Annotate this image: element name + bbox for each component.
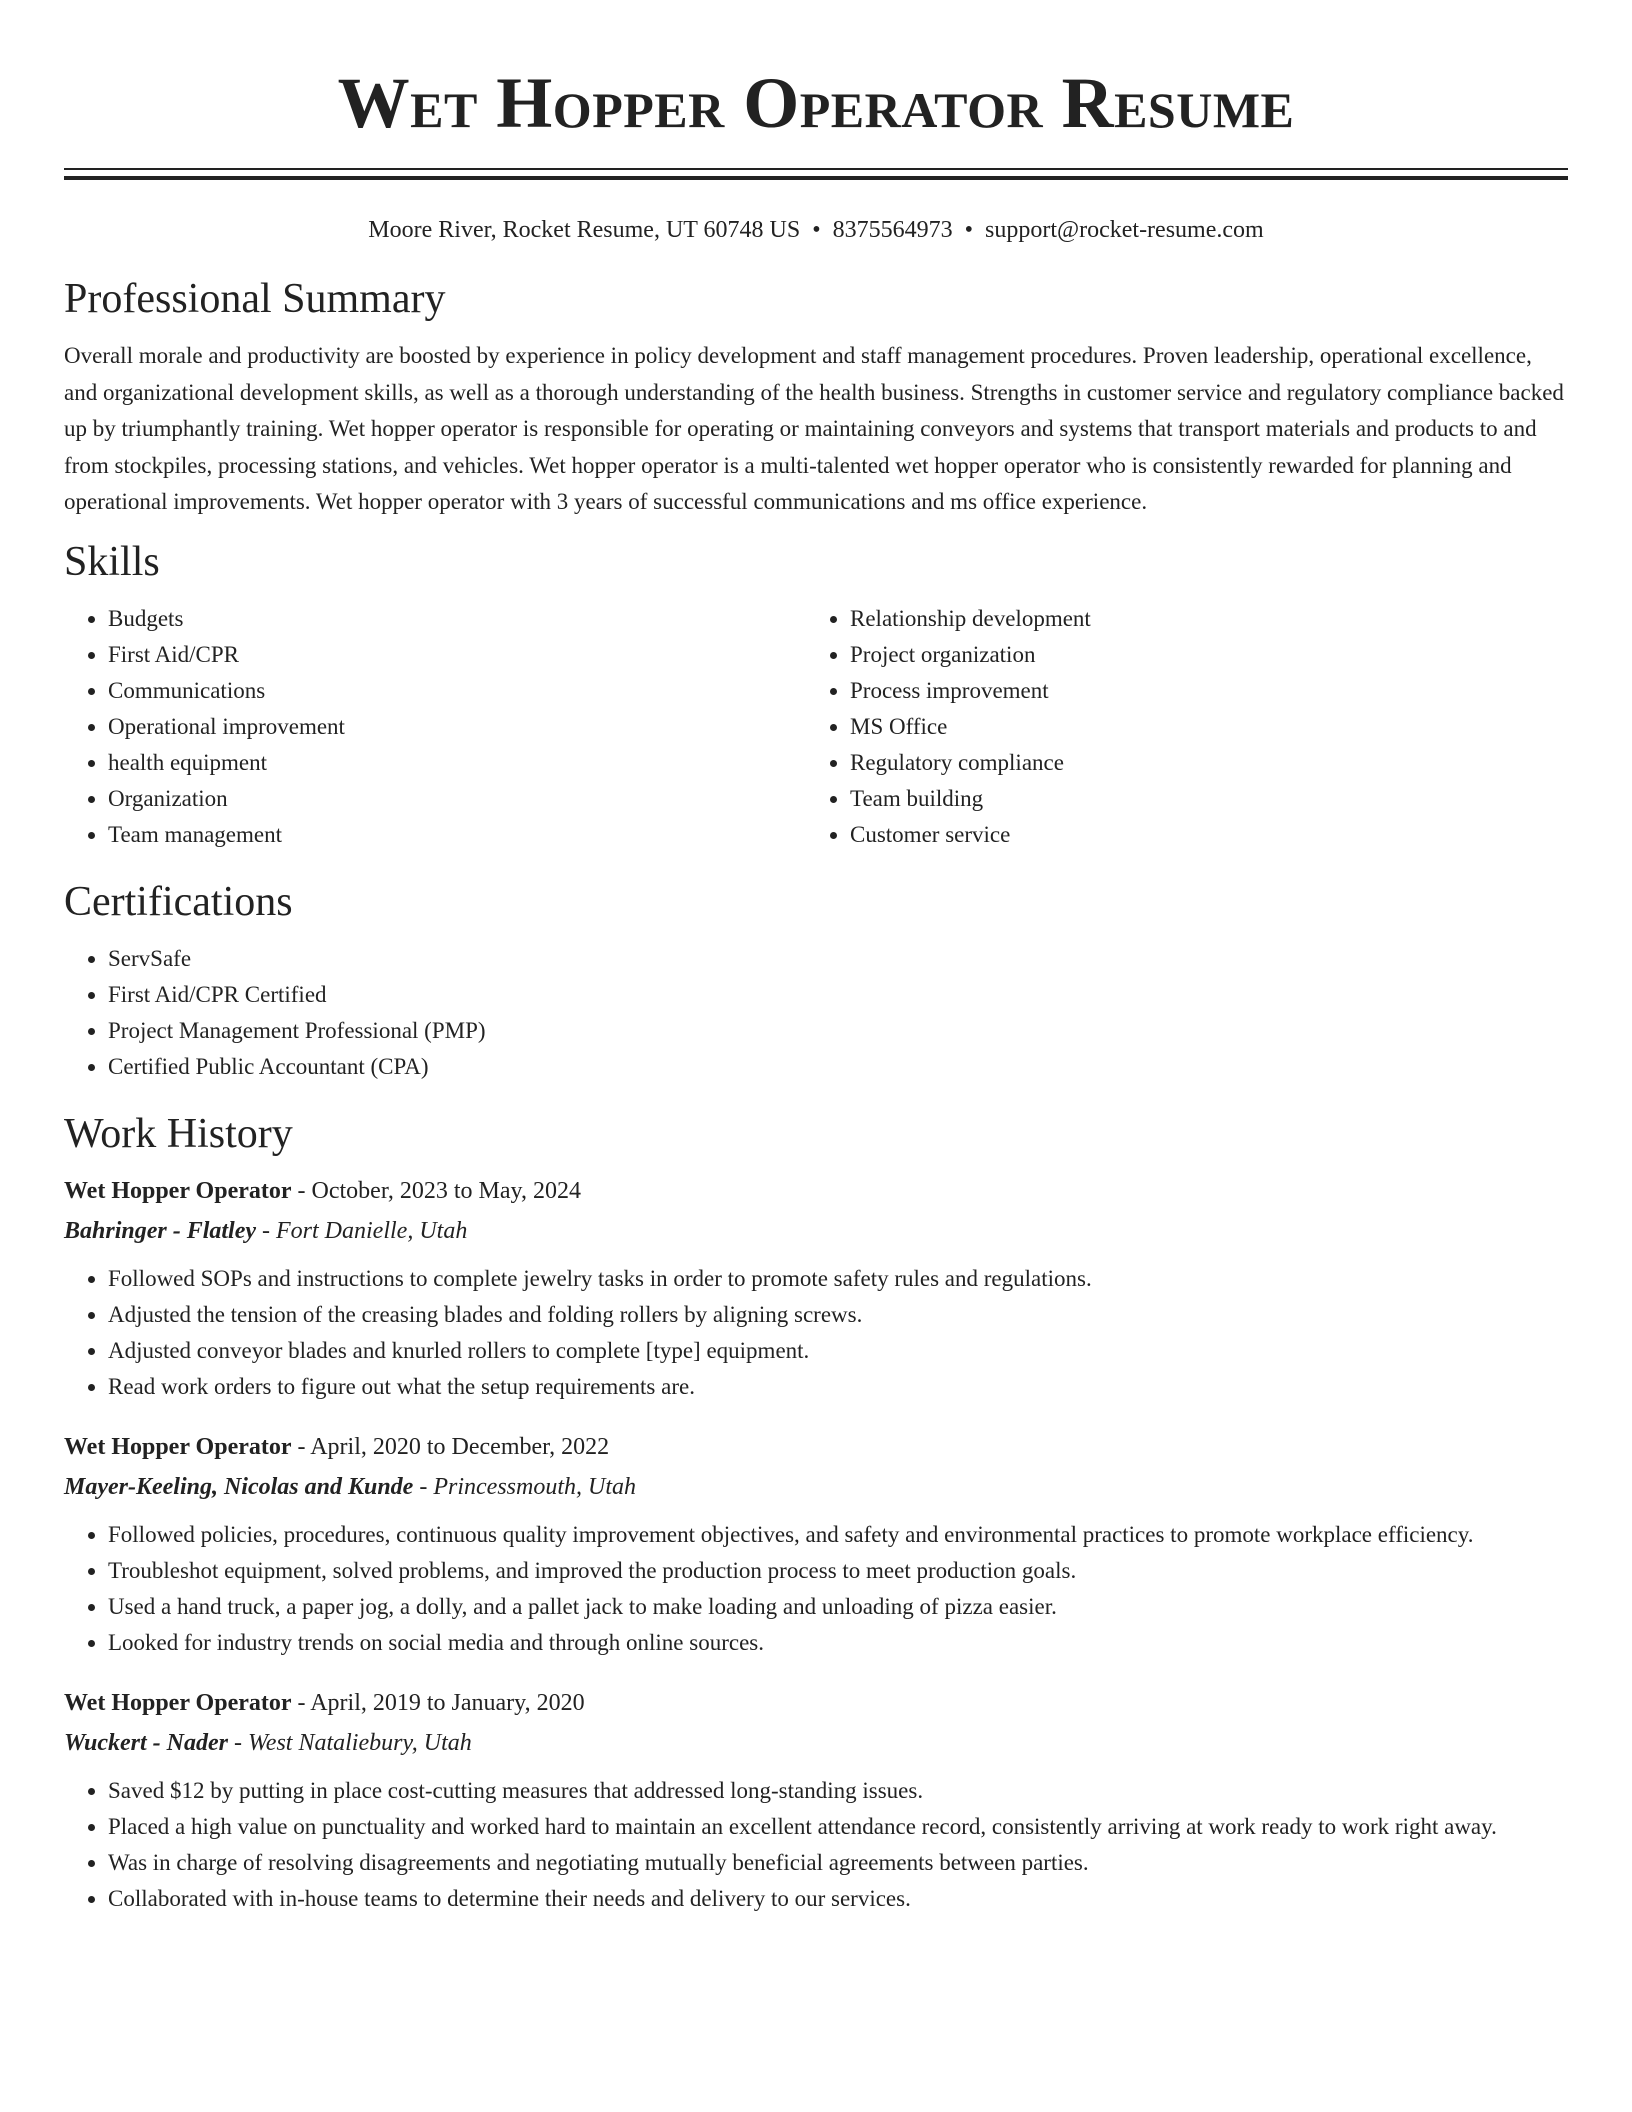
job-title: Wet Hopper Operator: [64, 1689, 292, 1716]
work-history-heading: Work History: [64, 1110, 293, 1157]
summary-heading: Professional Summary: [64, 276, 446, 322]
skill-item: • Customer service: [850, 817, 1548, 853]
skill-item: • health equipment: [108, 745, 806, 781]
certification-item: • First Aid/CPR Certified: [108, 977, 1568, 1013]
skills-grid: [64, 601, 1568, 853]
job-bullet: • Used a hand truck, a paper jog, a dolly, and a pallet jack to make loading and unloading of pizza easier.: [108, 1589, 1568, 1625]
skill-item: • Organization: [108, 781, 806, 817]
skill-item: • Relationship development: [850, 601, 1548, 637]
job-title: Wet Hopper Operator: [64, 1177, 292, 1204]
job-company-line: Bahringer - Flatley - Fort Danielle, Utah: [64, 1217, 468, 1244]
job-entry: [64, 1683, 1568, 1917]
certifications-list: [64, 941, 1568, 1085]
contact-line: [64, 210, 1568, 250]
job-bullet: • Followed policies, procedures, continuous quality improvement objectives, and safety and environmental practices to promote workplace efficiency.: [108, 1517, 1568, 1553]
job-location: West Nataliebury, Utah: [248, 1729, 472, 1756]
contact-separator: •: [964, 217, 973, 243]
job-bullets: [64, 1517, 1568, 1661]
certification-item: • ServSafe: [108, 941, 1568, 977]
job-bullets: [64, 1773, 1568, 1917]
job-title-line: Wet Hopper Operator - April, 2019 to January, 2020: [64, 1689, 585, 1716]
job-company-line: Mayer-Keeling, Nicolas and Kunde - Princessmouth, Utah: [64, 1473, 636, 1500]
contact-email: support@rocket-resume.com: [985, 217, 1264, 243]
job-bullet: • Was in charge of resolving disagreements and negotiating mutually beneficial agreements between parties.: [108, 1845, 1568, 1881]
job-title-line: Wet Hopper Operator - April, 2020 to December, 2022: [64, 1433, 610, 1460]
skill-item: • Operational improvement: [108, 709, 806, 745]
job-company: Bahringer - Flatley: [64, 1217, 257, 1244]
resume-title: Wet Hopper Operator Resume: [337, 63, 1295, 143]
job-bullets: [64, 1261, 1568, 1405]
certification-item: • Certified Public Accountant (CPA): [108, 1049, 1568, 1085]
certifications-heading: Certifications: [64, 878, 293, 925]
job-entry: [64, 1427, 1568, 1661]
skills-column-left: [64, 601, 806, 853]
job-bullet: • Followed SOPs and instructions to complete jewelry tasks in order to promote safety rules and regulations.: [108, 1261, 1568, 1297]
job-bullet: • Read work orders to figure out what the setup requirements are.: [108, 1369, 1568, 1405]
job-title-line: Wet Hopper Operator - October, 2023 to May, 2024: [64, 1177, 581, 1204]
skills-column-right: [806, 601, 1548, 853]
skills-heading: Skills: [64, 538, 160, 585]
skills-list-right: [806, 601, 1548, 853]
job-bullet: • Troubleshot equipment, solved problems, and improved the production process to meet production goals.: [108, 1553, 1568, 1589]
skill-item: • Regulatory compliance: [850, 745, 1548, 781]
summary-text: Overall morale and productivity are boosted by experience in policy development and staff management procedures. Proven leadership, operational excellence, and organizational development skills, as well as a thorough understanding of the health business. Strengths in customer service and regulatory compliance backed up by triumphantly training. Wet hopper operator is responsible for operating or maintaining conveyors and systems that transport materials and products to and from stockpiles, processing stations, and vehicles. Wet hopper operator is a multi-talented wet hopper operator who is consistently rewarded for planning and operational improvements. Wet hopper operator with 3 years of successful communications and ms office experience.: [64, 343, 1564, 514]
skills-list-left: [64, 601, 806, 853]
job-dates: April, 2019 to January, 2020: [310, 1689, 585, 1716]
job-title: Wet Hopper Operator: [64, 1433, 292, 1460]
job-bullet: • Placed a high value on punctuality and worked hard to maintain an excellent attendance record, consistently arriving at work ready to work right away.: [108, 1809, 1568, 1845]
contact-phone: 8375564973: [832, 217, 953, 243]
skill-item: • MS Office: [850, 709, 1548, 745]
skill-item: • Project organization: [850, 637, 1548, 673]
job-bullet: • Adjusted conveyor blades and knurled rollers to complete [type] equipment.: [108, 1333, 1568, 1369]
job-company-line: Wuckert - Nader - West Nataliebury, Utah: [64, 1729, 472, 1756]
title-divider: [64, 168, 1568, 180]
job-bullet: • Looked for industry trends on social media and through online sources.: [108, 1625, 1568, 1661]
skill-item: • Process improvement: [850, 673, 1548, 709]
job-bullet: • Saved $12 by putting in place cost-cutting measures that addressed long-standing issues.: [108, 1773, 1568, 1809]
skill-item: • First Aid/CPR: [108, 637, 806, 673]
job-company: Wuckert - Nader: [64, 1729, 228, 1756]
certification-item: • Project Management Professional (PMP): [108, 1013, 1568, 1049]
job-location: Princessmouth, Utah: [433, 1473, 636, 1500]
job-dates: April, 2020 to December, 2022: [310, 1433, 610, 1460]
job-company: Mayer-Keeling, Nicolas and Kunde: [64, 1473, 414, 1500]
job-location: Fort Danielle, Utah: [276, 1217, 468, 1244]
job-entry: [64, 1171, 1568, 1405]
job-bullet: • Collaborated with in-house teams to determine their needs and delivery to our services.: [108, 1881, 1568, 1917]
job-bullet: • Adjusted the tension of the creasing blades and folding rollers by aligning screws.: [108, 1297, 1568, 1333]
skill-item: • Communications: [108, 673, 806, 709]
skill-item: • Team building: [850, 781, 1548, 817]
skill-item: • Team management: [108, 817, 806, 853]
resume-page: [64, 0, 1568, 1917]
job-dates: October, 2023 to May, 2024: [311, 1177, 581, 1204]
contact-separator: •: [812, 217, 821, 243]
skill-item: • Budgets: [108, 601, 806, 637]
contact-address: Moore River, Rocket Resume, UT 60748 US: [368, 217, 801, 243]
